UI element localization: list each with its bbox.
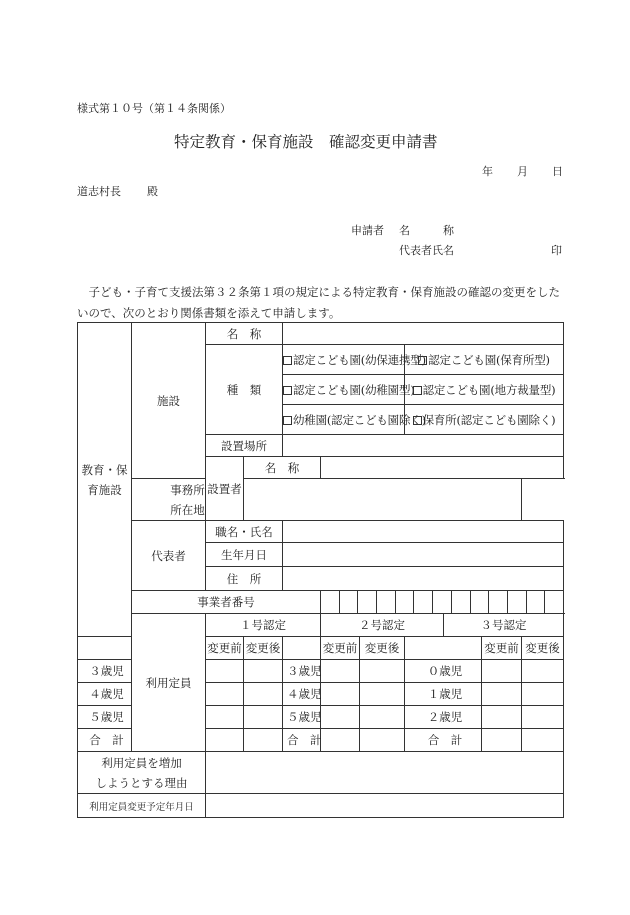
reason-line2: しようとする理由	[95, 775, 188, 790]
rep-address-field[interactable]	[283, 567, 564, 591]
cert2-total-label: 合 計	[283, 729, 321, 752]
cert1-total-label: 合 計	[78, 729, 132, 752]
option-kodomoen-yochien[interactable]	[283, 375, 415, 405]
change-date-label: 利用定員変更予定年月日	[78, 794, 206, 818]
capacity-cell[interactable]	[482, 683, 522, 706]
capacity-cell[interactable]	[522, 706, 564, 729]
cert2-header: ２号認定	[321, 614, 444, 637]
capacity-cell[interactable]	[244, 729, 283, 752]
founder-label: 設置者	[206, 457, 244, 521]
capacity-cell[interactable]	[206, 729, 244, 752]
checkbox-icon[interactable]	[283, 386, 292, 395]
capacity-cell[interactable]	[244, 706, 283, 729]
date-year: 年	[482, 165, 493, 178]
cert1-before-header: 変更前	[206, 637, 244, 660]
reason-line1: 利用定員を増加	[101, 755, 182, 770]
business-number-field[interactable]	[321, 591, 564, 614]
addressee: 道志村長	[77, 185, 121, 198]
rep-title-name-field[interactable]	[283, 521, 564, 543]
capacity-cell[interactable]	[360, 729, 405, 752]
cert2-before-header: 変更前	[321, 637, 360, 660]
reason-field[interactable]	[206, 752, 564, 794]
facility-label: 施設	[132, 323, 206, 479]
application-statement: 子ども・子育て支援法第３２条第１項の規定による特定教育・保育施設の確認の変更をしたいので、次のとおり関係書類を添えて申請します。	[77, 285, 560, 320]
cert3-before-header: 変更前	[482, 637, 522, 660]
rep-address-label: 住 所	[206, 567, 283, 591]
application-form-table	[77, 322, 564, 818]
facility-type-label: 種 類	[206, 345, 283, 435]
cert1-row-label: ３歳児	[78, 660, 132, 683]
capacity-cell[interactable]	[321, 660, 360, 683]
location-field[interactable]	[283, 435, 564, 457]
capacity-cell[interactable]	[321, 706, 360, 729]
cert1-row-label: ５歳児	[78, 706, 132, 729]
applicant-name-label: 名 称	[399, 224, 454, 237]
founder-name-label: 名 称	[244, 457, 321, 479]
rep-title-name-label: 職名・氏名	[206, 521, 283, 543]
seal-mark: 印	[551, 244, 562, 257]
business-number-grid	[321, 591, 563, 613]
representative-label: 代表者	[132, 521, 206, 591]
cert3-header: ３号認定	[444, 614, 564, 637]
main-group-label: 教育・保育施設	[78, 323, 132, 637]
option-label: 幼稚園(認定こども園除く)	[293, 412, 426, 427]
cert2-after-header: 変更後	[360, 637, 405, 660]
option-label: 認定こども園(地方裁量型)	[422, 382, 556, 397]
option-hoikusho[interactable]	[405, 405, 564, 435]
capacity-cell[interactable]	[360, 706, 405, 729]
founder-name-field[interactable]	[321, 457, 564, 479]
rep-birthdate-field[interactable]	[283, 543, 564, 567]
location-label: 設置場所	[206, 435, 283, 457]
date-month: 月	[517, 165, 528, 178]
cert3-row-label: １歳児	[405, 683, 482, 706]
capacity-cell[interactable]	[206, 683, 244, 706]
rep-birthdate-label: 生年月日	[206, 543, 283, 567]
checkbox-icon[interactable]	[413, 386, 422, 395]
cert2-row-label: ４歳児	[283, 683, 321, 706]
addressee-honorific: 殿	[147, 185, 158, 198]
cert2-row-label: ５歳児	[283, 706, 321, 729]
cert3-total-label: 合 計	[405, 729, 482, 752]
office-line1: 事務所	[170, 482, 205, 497]
page-title: 特定教育・保育施設 確認変更申請書	[174, 133, 438, 151]
capacity-cell[interactable]	[522, 729, 564, 752]
option-label: 認定こども園(保育所型)	[428, 352, 550, 367]
capacity-cell[interactable]	[482, 660, 522, 683]
date-day: 日	[552, 165, 563, 178]
capacity-cell[interactable]	[360, 683, 405, 706]
founder-office-field[interactable]	[244, 479, 522, 521]
applicant-label: 申請者	[351, 224, 384, 237]
cert3-row-label: ０歳児	[405, 660, 482, 683]
capacity-cell[interactable]	[206, 706, 244, 729]
facility-name-label: 名 称	[206, 323, 283, 345]
option-yochien[interactable]	[283, 405, 426, 435]
cert2-row-label: ３歳児	[283, 660, 321, 683]
checkbox-icon[interactable]	[283, 416, 292, 425]
capacity-cell[interactable]	[482, 706, 522, 729]
capacity-cell[interactable]	[244, 660, 283, 683]
facility-name-field[interactable]	[283, 323, 564, 345]
cert3-row-label: ２歳児	[405, 706, 482, 729]
option-label: 保育所(認定こども園除く)	[422, 412, 556, 427]
capacity-cell[interactable]	[321, 683, 360, 706]
option-kodomoen-yoho[interactable]	[283, 345, 426, 375]
capacity-label: 利用定員	[132, 614, 206, 752]
cert1-row-label: ４歳児	[78, 683, 132, 706]
capacity-cell[interactable]	[206, 660, 244, 683]
cert1-after-header: 変更後	[244, 637, 283, 660]
office-line2: 所在地	[170, 502, 205, 517]
option-kodomoen-chiho[interactable]	[405, 375, 564, 405]
checkbox-icon[interactable]	[418, 356, 427, 365]
representative-label: 代表者氏名	[399, 244, 454, 257]
checkbox-icon[interactable]	[413, 416, 422, 425]
blank-cell	[405, 637, 482, 660]
capacity-cell[interactable]	[244, 683, 283, 706]
change-date-field[interactable]	[206, 794, 564, 818]
capacity-cell[interactable]	[360, 660, 405, 683]
reason-label	[78, 752, 206, 794]
option-label: 認定こども園(幼稚園型)	[293, 382, 415, 397]
blank-cell	[283, 637, 321, 660]
checkbox-icon[interactable]	[283, 356, 292, 365]
capacity-cell[interactable]	[321, 729, 360, 752]
capacity-cell[interactable]	[482, 729, 522, 752]
blank-cell	[78, 637, 132, 660]
capacity-cell[interactable]	[522, 683, 564, 706]
capacity-cell[interactable]	[522, 660, 564, 683]
form-number: 様式第１０号（第１４条関係）	[77, 102, 231, 115]
option-kodomoen-hoikusho[interactable]	[405, 345, 564, 375]
cert3-after-header: 変更後	[522, 637, 564, 660]
option-label: 認定こども園(幼保連携型)	[293, 352, 426, 367]
business-number-label: 事業者番号	[132, 591, 321, 614]
cert1-header: １号認定	[206, 614, 321, 637]
